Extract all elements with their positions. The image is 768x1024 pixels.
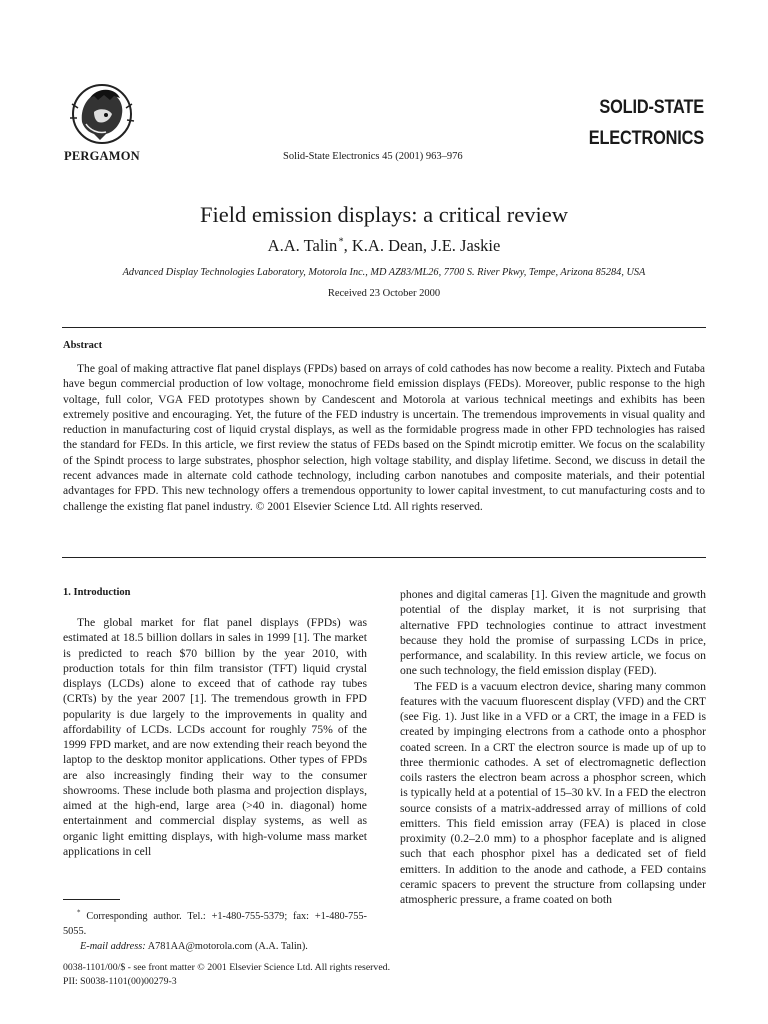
copyright-line: 0038-1101/00/$ - see front matter © 2001 Elsevier Science Ltd. All rights reserved. (63, 962, 391, 973)
right-column (400, 587, 706, 907)
corresponding-marker: * (338, 236, 344, 248)
abstract-top-rule (62, 327, 706, 328)
footnote (63, 909, 367, 954)
journal-name (575, 92, 704, 154)
email-label: E-mail address: (80, 941, 146, 952)
email-note (63, 939, 367, 954)
article-title: Field emission displays: a critical review (199, 202, 569, 227)
intro-paragraph-2: The FED is a vacuum electron device, sharing many common features with the vacuum fluorescent display (VFD) and the CRT (see Fig. 1). Just like in a VFD or a CRT, the image in a FED is created by impinging electrons from a cathode onto a phosphor coated screen. In a CRT the electron source is made up of up to three thermionic cathodes. A set of electromagnetic deflection coils rasters the electron beam across a phosphor screen, which is typically held at a potential of 15–30 kV. In a FED the electron source consists of a matrix-addressed array of millions of cold emitters. This field emission array (FEA) is placed in close proximity (0.2–2.0 mm) to a phosphor faceplate and is aligned such that each phosphor pixel has a dedicated set of field emitters. In addition to the anode and cathode, a FED contains ceramic spacers to prevent the structure from collapsing under atmospheric pressure, a frame coated on both (400, 679, 706, 906)
copyright-notes (63, 961, 390, 989)
abstract-heading: Abstract (63, 340, 103, 351)
publisher-logo (64, 78, 140, 148)
abstract-bottom-rule (62, 557, 706, 558)
footnote-marker: * (77, 908, 81, 917)
author-others: , K.A. Dean, J.E. Jaskie (343, 236, 501, 255)
intro-paragraph-1-continued: phones and digital cameras [1]. Given the magnitude and growth potential of the display market, it is not surprising that alternative FPD technologies continue to attract investment because they hold the promise of surpassing LCDs in price, performance, and scalability. In this review article, we focus on one such technology, the field emission display (FED). (400, 588, 706, 678)
intro-paragraph-1: The global market for flat panel displays (FPDs) was estimated at 18.5 billion dollars in sales in 1999 [1]. The market is predicted to reach $70 billion by the year 2010, with production totals for thin film transistor (TFT) liquid crystal displays (LCDs) alone to exceed that of cathode ray tubes (CRTs) by the year 2007 [1]. The tremendous growth in FPD popularity is due largely to the improvements in quality and affordability of LCDs. LCDs account for roughly 75% of the 1999 FPD market, and are now extending their reach beyond the laptop to the desktop monitor applications. Other types of FPDs are also increasingly finding their way to the consumer showrooms. These include both plasma and projection displays, aimed at the high-end, large area (>40 in. diagonal) home entertainment and commercial display systems, as well as organic light emitting displays, with high-volume mass market applications in cell (63, 616, 367, 858)
footnote-rule (63, 899, 120, 900)
author-affiliation: Advanced Display Technologies Laboratory, Motorola Inc., MD AZ83/ML26, 7700 S. River Pkwy, Tempe, Arizona 85284, USA (122, 267, 646, 278)
received-date: Received 23 October 2000 (327, 288, 441, 299)
section-heading: 1. Introduction (63, 587, 131, 598)
pii-line: PII: S0038-1101(00)00279-3 (63, 976, 177, 987)
left-column (63, 587, 367, 859)
email-address: A781AA@motorola.com (A.A. Talin). (145, 941, 308, 952)
corresponding-author-note (63, 909, 367, 939)
journal-reference: Solid-State Electronics 45 (2001) 963–976 (283, 151, 463, 162)
publisher-name: PERGAMON (64, 149, 140, 163)
journal-name-line1: SOLID-STATE (599, 97, 704, 118)
journal-name-line2: ELECTRONICS (588, 128, 704, 149)
corresponding-author-text: Corresponding author. Tel.: +1-480-755-5379; fax: +1-480-755-5055. (63, 911, 367, 937)
abstract-text: The goal of making attractive flat panel displays (FPDs) based on arrays of cold cathodes has now become a reality. Pixtech and Futaba have begun commercial production of low voltage, monochrome field emission displays (FEDs). Moreover, public response to the high voltage, full color, VGA FED prototypes shown by Candescent and Motorola at various technical meetings and exhibits has been extremely positive and encouraging. Yet, the future of the FED industry is uncertain. The tremendous improvements in visual quality and reduction in manufacturing cost of liquid crystal displays, as well as the formidable progress made in other FPD technologies has raised the standard for FEDs. In this article, we first review the status of FEDs based on the Spindt microtip emitter. We focus on the scalability of the Spindt process to large substrates, phosphor selection, high voltage stability, and display lifetime. Second, we discuss in detail the recent advances made in alternate cold cathode technology, including carbon nanotubes and composite materials, and their potential advantages for FPD. This new technology offers a tremendous opportunity to lower capital investment, to cut manufacturing costs and to challenge the existing flat panel industry. © 2001 Elsevier Science Ltd. All rights reserved. (63, 363, 705, 513)
article-authors (0, 236, 768, 256)
author-primary: A.A. Talin (267, 236, 338, 255)
